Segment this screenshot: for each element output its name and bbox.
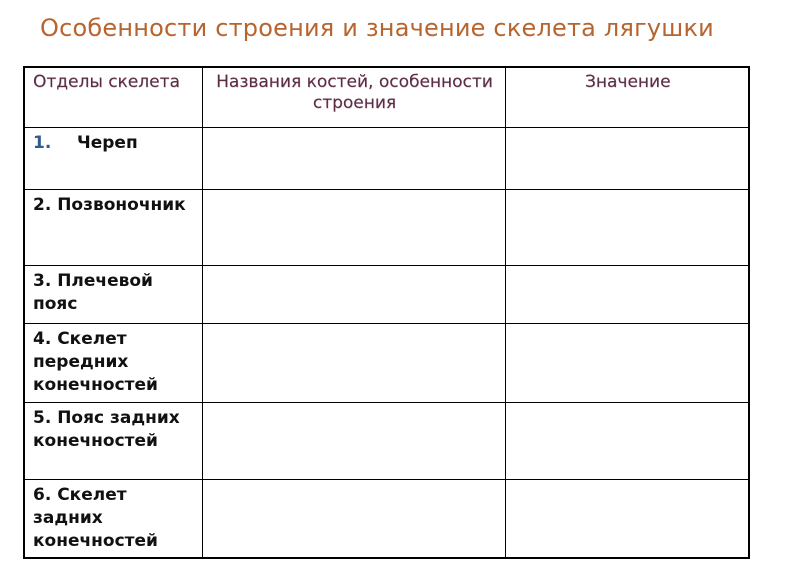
significance-cell[interactable] <box>505 265 749 323</box>
row-number: 1. <box>33 132 52 153</box>
section-cell-skull <box>24 127 202 189</box>
section-cell-hindlimb-skeleton: 6. Скелет задних конечностей <box>24 479 202 558</box>
bone-names-cell[interactable] <box>202 127 505 189</box>
header-bone-names: Названия костей, особенности строения <box>202 67 505 127</box>
significance-cell[interactable] <box>505 323 749 402</box>
table-row <box>24 265 749 323</box>
table-header-row <box>24 67 749 127</box>
page-title: Особенности строения и значение скелета лягушки <box>40 14 714 42</box>
section-cell-shoulder-girdle: 3. Плечевой пояс <box>24 265 202 323</box>
significance-cell[interactable] <box>505 479 749 558</box>
bone-names-cell[interactable] <box>202 402 505 479</box>
skeleton-worksheet-table <box>23 66 750 559</box>
significance-cell[interactable] <box>505 402 749 479</box>
section-label: Череп <box>77 132 138 153</box>
table-row <box>24 479 749 558</box>
table-row <box>24 323 749 402</box>
bone-names-cell[interactable] <box>202 189 505 265</box>
table-row <box>24 189 749 265</box>
section-cell-spine: 2. Позвоночник <box>24 189 202 265</box>
table-row <box>24 127 749 189</box>
significance-cell[interactable] <box>505 127 749 189</box>
section-cell-forelimb-skeleton: 4. Скелет передних конечностей <box>24 323 202 402</box>
bone-names-cell[interactable] <box>202 479 505 558</box>
bone-names-cell[interactable] <box>202 323 505 402</box>
header-significance: Значение <box>505 67 749 127</box>
section-cell-hindlimb-girdle: 5. Пояс задних конечностей <box>24 402 202 479</box>
header-skeleton-sections: Отделы скелета <box>24 67 202 127</box>
significance-cell[interactable] <box>505 189 749 265</box>
bone-names-cell[interactable] <box>202 265 505 323</box>
table-row <box>24 402 749 479</box>
